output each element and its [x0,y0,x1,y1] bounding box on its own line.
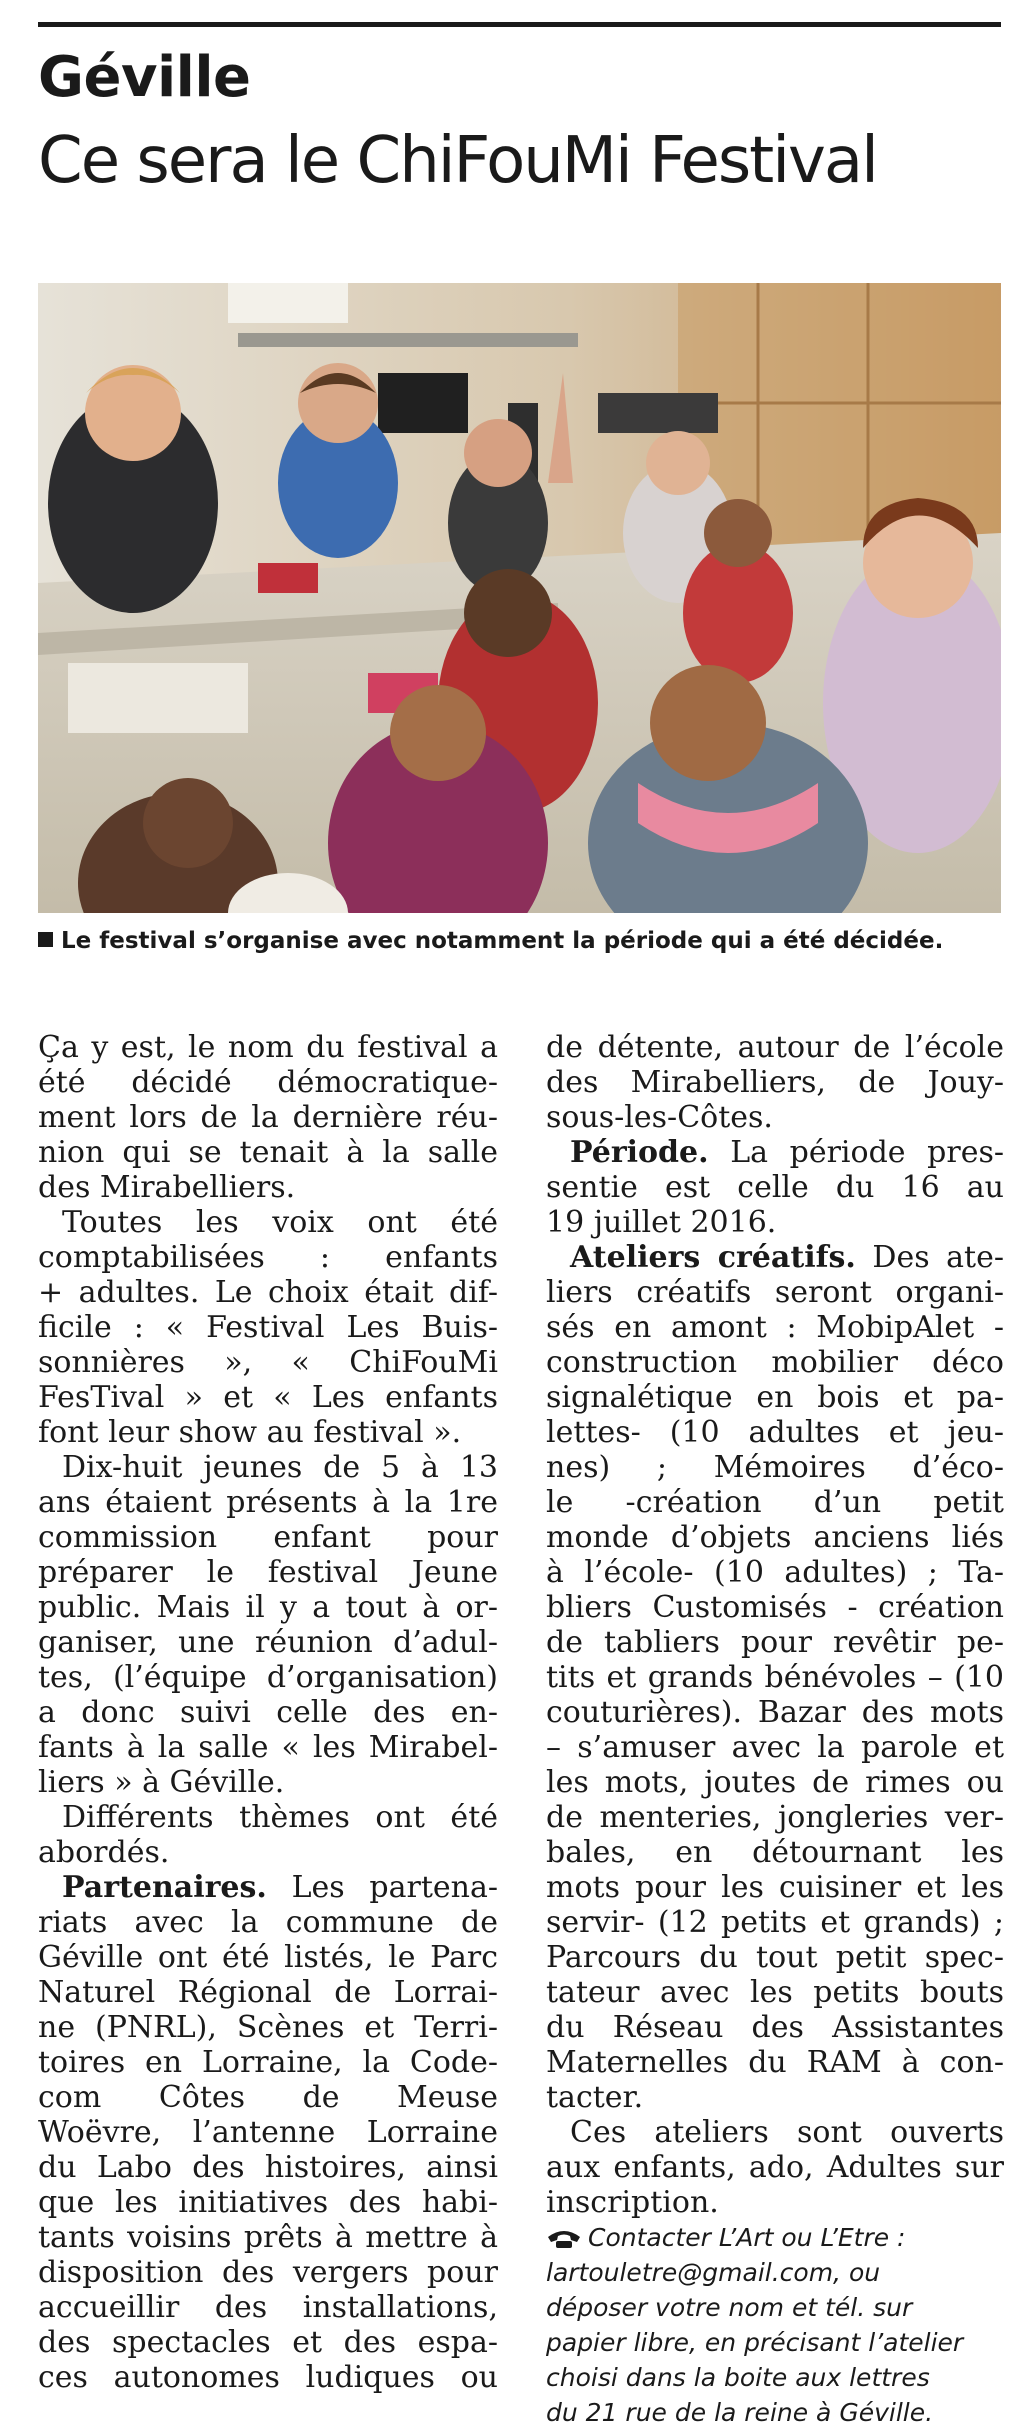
text-line: sonnières », « ChiFouMi [38,1345,498,1380]
text-line: sés en amont : MobipAlet - [546,1310,1004,1345]
text-line: Naturel Régional de Lorrai- [38,1975,498,2010]
text-line: tants voisins prêts à mettre à [38,2220,498,2255]
text-line: tateur avec les petits bouts [546,1975,1004,2010]
caption-text: Le festival s’organise avec notamment la période qui a été décidée. [61,928,944,954]
text-line: du Réseau des Assistantes [546,2010,1004,2045]
text-line: Dix-huit jeunes de 5 à 13 [62,1450,498,1485]
text-line: ces autonomes ludiques ou [38,2360,498,2395]
text-line: Toutes les voix ont été [62,1205,498,1240]
article-column-2 [546,1030,1004,2430]
text-line-rest: La période pres- [730,1135,1004,1170]
phone-icon [546,2227,582,2249]
text-line: 19 juillet 2016. [546,1205,777,1240]
text-line: Woëvre, l’antenne Lorraine [38,2115,498,2150]
text-line: font leur show au festival ». [38,1415,462,1450]
text-line: abordés. [38,1835,170,1870]
text-line [38,1870,498,1905]
text-line: FesTival » et « Les enfants [38,1380,498,1415]
text-line: fants à la salle « les Mirabel- [38,1730,498,1765]
text-line: bliers Customisés - création [546,1590,1004,1625]
text-line: les mots, joutes de rimes ou [546,1765,1004,1800]
text-line: riats avec la commune de [38,1905,498,1940]
text-line: nes) ; Mémoires d’éco- [546,1450,1004,1485]
text-line: nion qui se tenait à la salle [38,1135,498,1170]
text-line: a donc suivi celle des en- [38,1695,498,1730]
text-line [546,1240,1004,1275]
contact-block [546,2220,1004,2430]
text-line-rest: Les partena- [291,1870,498,1905]
text-line: Parcours du tout petit spec- [546,1940,1004,1975]
text-line: de tabliers pour revêtir pe- [546,1625,1004,1660]
text-line: sentie est celle du 16 au [546,1170,1004,1205]
text-line: Géville ont été listés, le Parc [38,1940,498,1975]
text-line: couturières). Bazar des mots [546,1695,1004,1730]
text-line: comptabilisées : enfants [38,1240,498,1275]
text-line: sous-les-Côtes. [546,1100,773,1135]
photo-caption [38,924,978,959]
text-line: ans étaient présents à la 1re [38,1485,498,1520]
text-line: que les initiatives des habi- [38,2185,498,2220]
contact-line: papier libre, en précisant l’atelier [546,2328,964,2357]
contact-line: du 21 rue de la reine à Géville. [546,2398,934,2427]
text-line: construction mobilier déco [546,1345,1004,1380]
text-line: ment lors de la dernière réu- [38,1100,498,1135]
top-rule [38,22,1001,27]
contact-text: Contacter L’Art ou L’Etre : [588,2223,906,2252]
text-line: ne (PNRL), Scènes et Terri- [38,2010,498,2045]
contact-line [546,2220,1004,2255]
text-line: mots pour les cuisiner et les [546,1870,1004,1905]
text-line: monde d’objets anciens liés [546,1520,1004,1555]
square-bullet-icon [38,932,53,947]
subhead-periode: Période. [570,1135,709,1170]
text-line: des spectacles et des espa- [38,2325,498,2360]
text-line-rest: Des ate- [872,1240,1004,1275]
article-photo [38,283,1001,913]
subhead-ateliers: Ateliers créatifs. [570,1240,856,1275]
text-line: à l’école- (10 adultes) ; Ta- [546,1555,1004,1590]
text-line: Maternelles du RAM à con- [546,2045,1004,2080]
article-kicker: Géville [38,45,251,110]
text-line: Ces ateliers sont ouverts [570,2115,1004,2150]
text-line: de menteries, jongleries ver- [546,1800,1004,1835]
text-line: + adultes. Le choix était dif- [38,1275,498,1310]
contact-line: choisi dans la boite aux lettres [546,2363,930,2392]
text-line: signalétique en bois et pa- [546,1380,1004,1415]
text-line: disposition des vergers pour [38,2255,498,2290]
text-line: le -création d’un petit [546,1485,1004,1520]
text-line: toires en Lorraine, la Code- [38,2045,498,2080]
contact-email[interactable]: lartouletre@gmail.com, ou [546,2258,881,2287]
text-line: liers » à Géville. [38,1765,285,1800]
photo-illustration [38,283,1001,913]
text-line: des Mirabelliers, de Jouy- [546,1065,1004,1100]
text-line: accueillir des installations, [38,2290,498,2325]
text-line: com Côtes de Meuse [38,2080,498,2115]
text-line: Différents thèmes ont été [62,1800,498,1835]
text-line: Ça y est, le nom du festival a [38,1030,498,1065]
text-line: lettes- (10 adultes et jeu- [546,1415,1004,1450]
text-line: commission enfant pour [38,1520,498,1555]
text-line: du Labo des histoires, ainsi [38,2150,498,2185]
text-line: ficile : « Festival Les Buis- [38,1310,498,1345]
text-line: liers créatifs seront organi- [546,1275,1004,1310]
text-line: préparer le festival Jeune [38,1555,498,1590]
text-line: aux enfants, ado, Adultes sur [546,2150,1004,2185]
text-line: été décidé démocratique- [38,1065,498,1100]
text-line: inscription. [546,2185,719,2220]
article-headline: Ce sera le ChiFouMi Festival [38,124,877,198]
text-line: – s’amuser avec la parole et [546,1730,1004,1765]
text-line: de détente, autour de l’école [546,1030,1004,1065]
text-line: tits et grands bénévoles – (10 [546,1660,1004,1695]
subhead-partenaires: Partenaires. [62,1870,267,1905]
text-line: bales, en détournant les [546,1835,1004,1870]
text-line: tacter. [546,2080,644,2115]
text-line: des Mirabelliers. [38,1170,296,1205]
contact-line: déposer votre nom et tél. sur [546,2293,913,2322]
text-line: tes, (l’équipe d’organisation) [38,1660,498,1695]
text-line [546,1135,1004,1170]
article-column-1 [38,1030,498,2395]
text-line: public. Mais il y a tout à or- [38,1590,498,1625]
text-line: servir- (12 petits et grands) ; [546,1905,1004,1940]
text-line: ganiser, une réunion d’adul- [38,1625,498,1660]
